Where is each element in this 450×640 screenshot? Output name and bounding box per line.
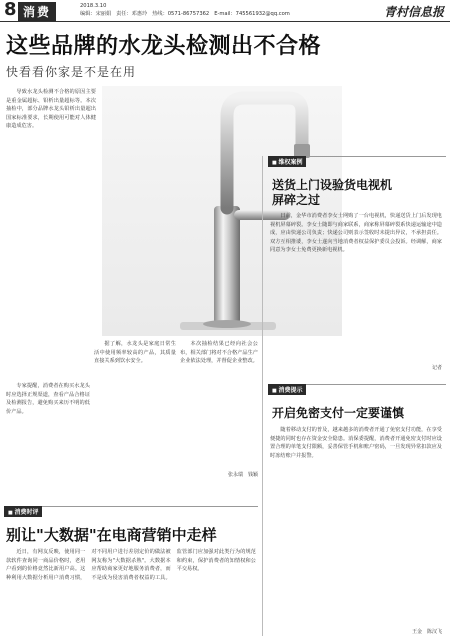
masthead [0,0,450,22]
reviewer: 责任：邓惠玲 [116,11,148,17]
commentary-body: 近日，有网友反映，使用同一款软件查询同一商品价格时，老用户看到的价格竟然比新用户高。这种利用大数据分析用户消费习惯，对不同用户进行差别定价的做法被网友称为"大数据杀熟"。大数据本应帮助商家更好地服务消费者，而不是成为侵害消费者权益的工具。监管部门应加强对此类行为的规范和约束，保护消费者的知情权和公平交易权。 [6,549,256,581]
section-label-tips: ■ 消费提示 [268,384,306,395]
lead-headline: 这些品牌的水龙头检测出不合格 [6,34,322,59]
lead-column-4: 本次抽检结果已经向社会公布，相关部门将对不合格产品生产企业依法处理，并督促企业整改。 [180,341,258,365]
issue-date: 2018.3.10 [80,3,107,9]
section-bar-commentary [4,506,258,516]
section-bar-rights [268,156,446,166]
rights-byline: 记者 [431,365,442,371]
lead-byline: 张永瑞 钱颖 [227,472,258,478]
rights-body: 日前，金华市消费者李女士网购了一台电视机，快递送货上门后发现电视机屏幕碎裂。李女士随即与商家联系，商家称屏幕碎裂系快递运输途中造成，应由快递公司负责；快递公司则表示签收时未提出异议，不承担责任。双方互相推诿，李女士遂向当地消费者权益保护委员会投诉。经调解，商家同意为李女士免费更换新电视机。 [270,213,442,254]
tips-byline: 王金 陈汉飞 [411,629,442,635]
section-label-commentary: ■ 消费时评 [4,506,42,517]
lead-column-2: 专家提醒，消费者在购买水龙头时应选择正规渠道，查看产品合格证及检测报告，避免购买来历不明的低价产品。 [6,383,90,415]
masthead-meta [80,2,290,18]
column-divider [262,156,263,636]
newspaper-logo: 青村信息报 [383,5,444,19]
section-bar-tips [268,384,446,394]
commentary-headline: 别让"大数据"在电商营销中走样 [6,526,217,544]
lead-column-1: 导致水龙头检测不合格的原因主要是重金属超标、铅析出量超标等。本次抽检中，部分品牌水龙头铅析出量超出国家标准要求，长期使用可能对人体健康造成危害。 [6,89,96,130]
tips-body: 随着移动支付的普及，越来越多的消费者开通了免密支付功能，在享受便捷的同时也存在资金安全隐患。消保委提醒，消费者开通免密支付时应设置合理的单笔支付限额，妥善保管手机和账户密码，一旦发现异常扣款应及时冻结账户并报警。 [270,427,442,459]
lead-subhead: 快看看你家是不是在用 [6,65,137,79]
editor: 编辑：宋丽娟 [80,11,112,17]
hotline: 热线：0571-86757362 [152,11,210,17]
page-number: 8 [4,0,17,20]
email: E-mail：745561932@qq.com [214,11,290,17]
rights-headline: 送货上门设验货电视机屏碎之过 [272,178,393,207]
section-label-rights: ■ 维权案例 [268,156,306,167]
section-name: 消费 [18,2,56,21]
tips-headline: 开启免密支付一定要谨慎 [272,406,405,420]
lead-column-3: 据了解，水龙头是家庭日常生活中使用频率较高的产品，其质量直接关系到饮水安全。 [94,341,176,365]
